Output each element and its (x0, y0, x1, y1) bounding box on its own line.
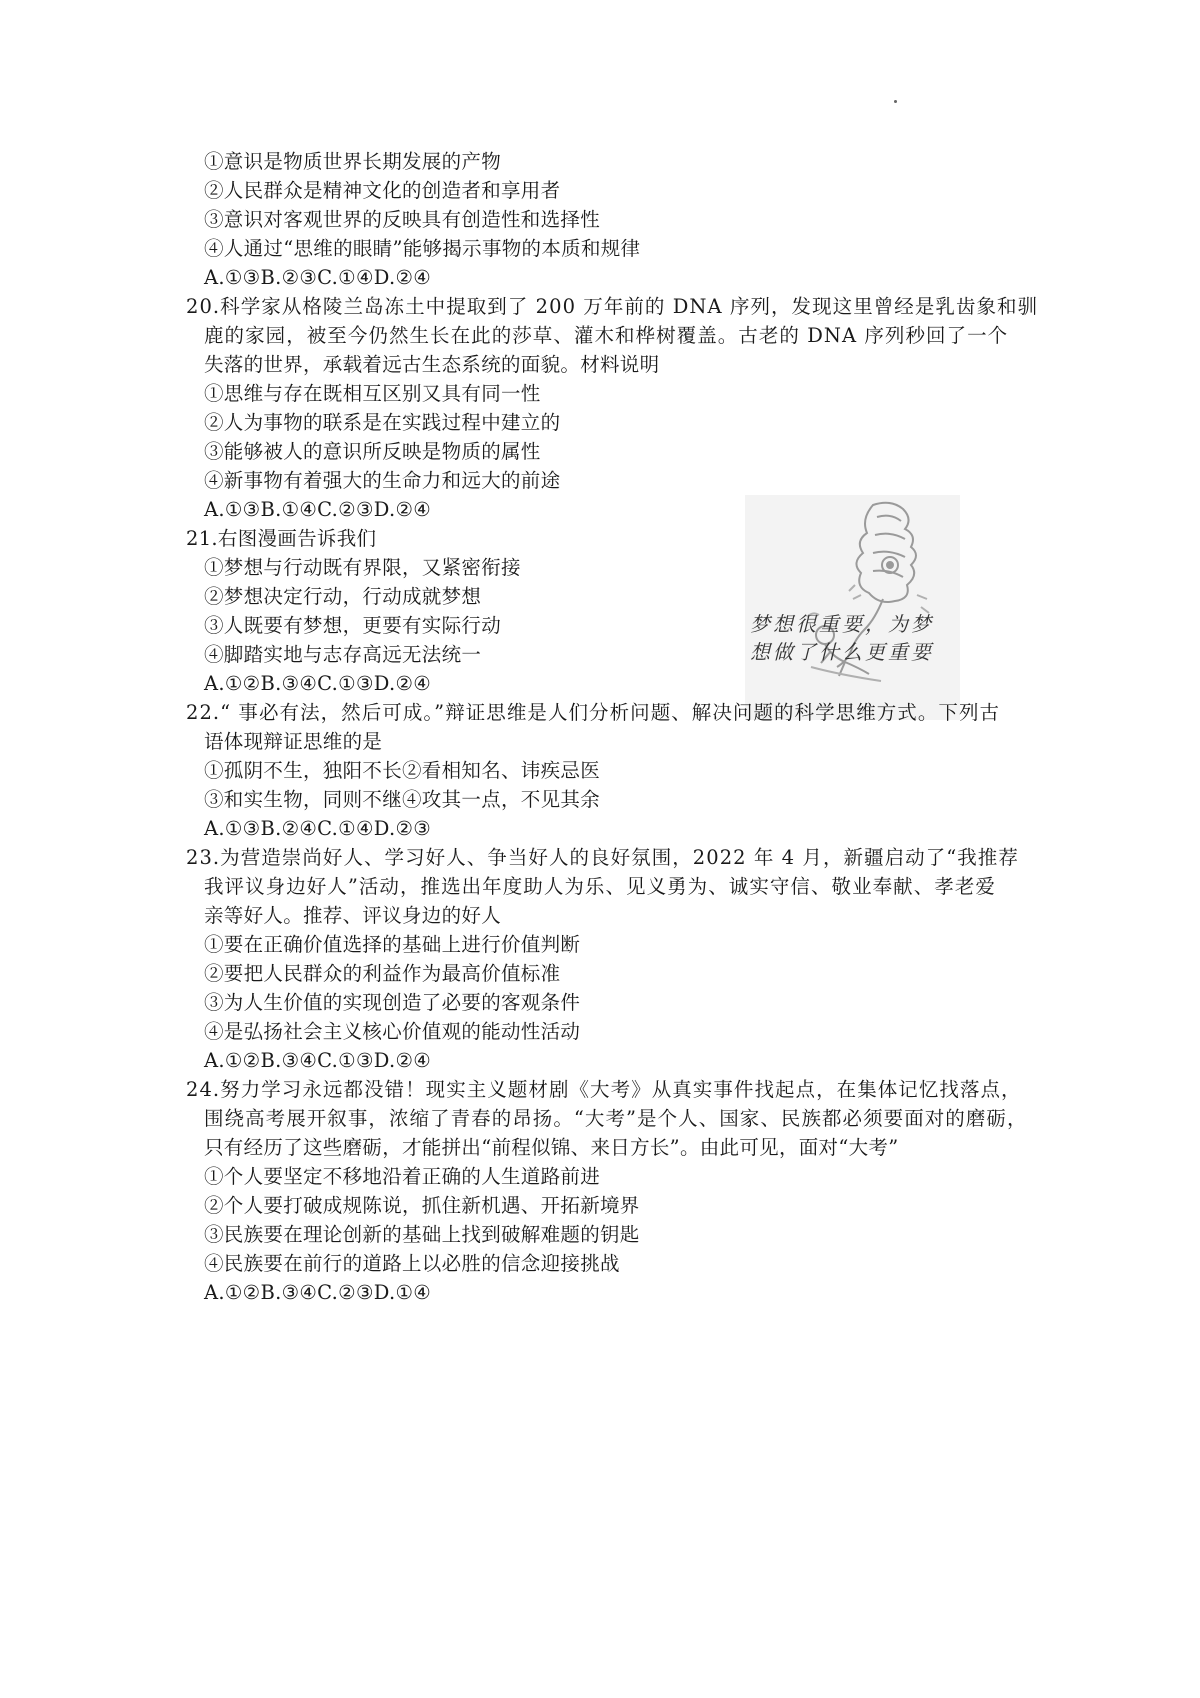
q23-stem-line-2: 我评议身边好人”活动，推选出年度助人为乐、见义勇为、诚实守信、敬业奉献、孝老爱 (204, 875, 996, 898)
q21-answer-choices: A.①②B.③④C.①③D.②④ (204, 672, 432, 695)
q21-option-3: ③人既要有梦想，更要有实际行动 (204, 614, 502, 637)
cartoon-illustration (745, 495, 960, 720)
q19-option-4: ④人通过“思维的眼睛”能够揭示事物的本质和规律 (204, 237, 641, 260)
q24-option-4: ④民族要在前行的道路上以必胜的信念迎接挑战 (204, 1252, 620, 1275)
q24-stem-line-3: 只有经历了这些磨砺，才能拼出“前程似锦、来日方长”。由此可见，面对“大考” (204, 1136, 899, 1159)
q20-option-1: ①思维与存在既相互区别又具有同一性 (204, 382, 541, 405)
q24-option-2: ②个人要打破成规陈说，抓住新机遇、开拓新境界 (204, 1194, 640, 1217)
q24-stem-line-1: 24.努力学习永远都没错！现实主义题材剧《大考》从真实事件找起点，在集体记忆找落点， (186, 1078, 1022, 1101)
q23-option-3: ③为人生价值的实现创造了必要的客观条件 (204, 991, 581, 1014)
q19-option-2: ②人民群众是精神文化的创造者和享用者 (204, 179, 561, 202)
q23-option-2: ②要把人民群众的利益作为最高价值标准 (204, 962, 561, 985)
q23-option-4: ④是弘扬社会主义核心价值观的能动性活动 (204, 1020, 581, 1043)
q20-option-3: ③能够被人的意识所反映是物质的属性 (204, 440, 541, 463)
q21-option-4: ④脚踏实地与志存高远无法统一 (204, 643, 482, 666)
q20-answer-choices: A.①③B.①④C.②③D.②④ (204, 498, 432, 521)
q20-stem-line-3: 失落的世界，承载着远古生态系统的面貌。材料说明 (204, 353, 660, 376)
q19-answer-choices: A.①③B.②③C.①④D.②④ (204, 266, 432, 289)
q21-option-2: ②梦想决定行动，行动成就梦想 (204, 585, 482, 608)
q20-option-2: ②人为事物的联系是在实践过程中建立的 (204, 411, 561, 434)
q22-stem-line-2: 语体现辩证思维的是 (204, 730, 383, 753)
q23-stem-line-1: 23.为营造崇尚好人、学习好人、争当好人的良好氛围，2022 年 4 月，新疆启动了“我推荐 (186, 846, 1019, 869)
q23-option-1: ①要在正确价值选择的基础上进行价值判断 (204, 933, 581, 956)
q24-stem-line-2: 围绕高考展开叙事，浓缩了青春的昂扬。“大考”是个人、国家、民族都必须要面对的磨砺， (204, 1107, 1028, 1130)
q24-answer-choices: A.①②B.③④C.②③D.①④ (204, 1281, 432, 1304)
cartoon-caption-line-1: 梦想很重要，为梦 (750, 612, 934, 636)
q24-option-3: ③民族要在理论创新的基础上找到破解难题的钥匙 (204, 1223, 640, 1246)
q21-option-1: ①梦想与行动既有界限，又紧密衔接 (204, 556, 521, 579)
q22-option-2: ③和实生物，同则不继④攻其一点，不见其余 (204, 788, 601, 811)
q23-answer-choices: A.①②B.③④C.①③D.②④ (204, 1049, 432, 1072)
q19-option-3: ③意识对客观世界的反映具有创造性和选择性 (204, 208, 601, 231)
stray-dot (894, 100, 897, 103)
q20-stem-line-1: 20.科学家从格陵兰岛冻土中提取到了 200 万年前的 DNA 序列，发现这里曾经是乳齿象和驯 (186, 295, 1039, 318)
q22-answer-choices: A.①③B.②④C.①④D.②③ (204, 817, 432, 840)
q22-stem-line-1: 22.“ 事必有法，然后可成。”辩证思维是人们分析问题、解决问题的科学思维方式。下列古 (186, 701, 1001, 724)
q20-stem-line-2: 鹿的家园，被至今仍然生长在此的莎草、灌木和桦树覆盖。古老的 DNA 序列秒回了一个 (204, 324, 1009, 347)
cartoon-caption-line-2: 想做了什么更重要 (750, 640, 934, 664)
q20-option-4: ④新事物有着强大的生命力和远大的前途 (204, 469, 561, 492)
q19-option-1: ①意识是物质世界长期发展的产物 (204, 150, 502, 173)
q22-option-1: ①孤阴不生，独阳不长②看相知名、讳疾忌医 (204, 759, 601, 782)
q21-stem: 21.右图漫画告诉我们 (186, 527, 377, 550)
q24-option-1: ①个人要坚定不移地沿着正确的人生道路前进 (204, 1165, 601, 1188)
q23-stem-line-3: 亲等好人。推荐、评议身边的好人 (204, 904, 502, 927)
